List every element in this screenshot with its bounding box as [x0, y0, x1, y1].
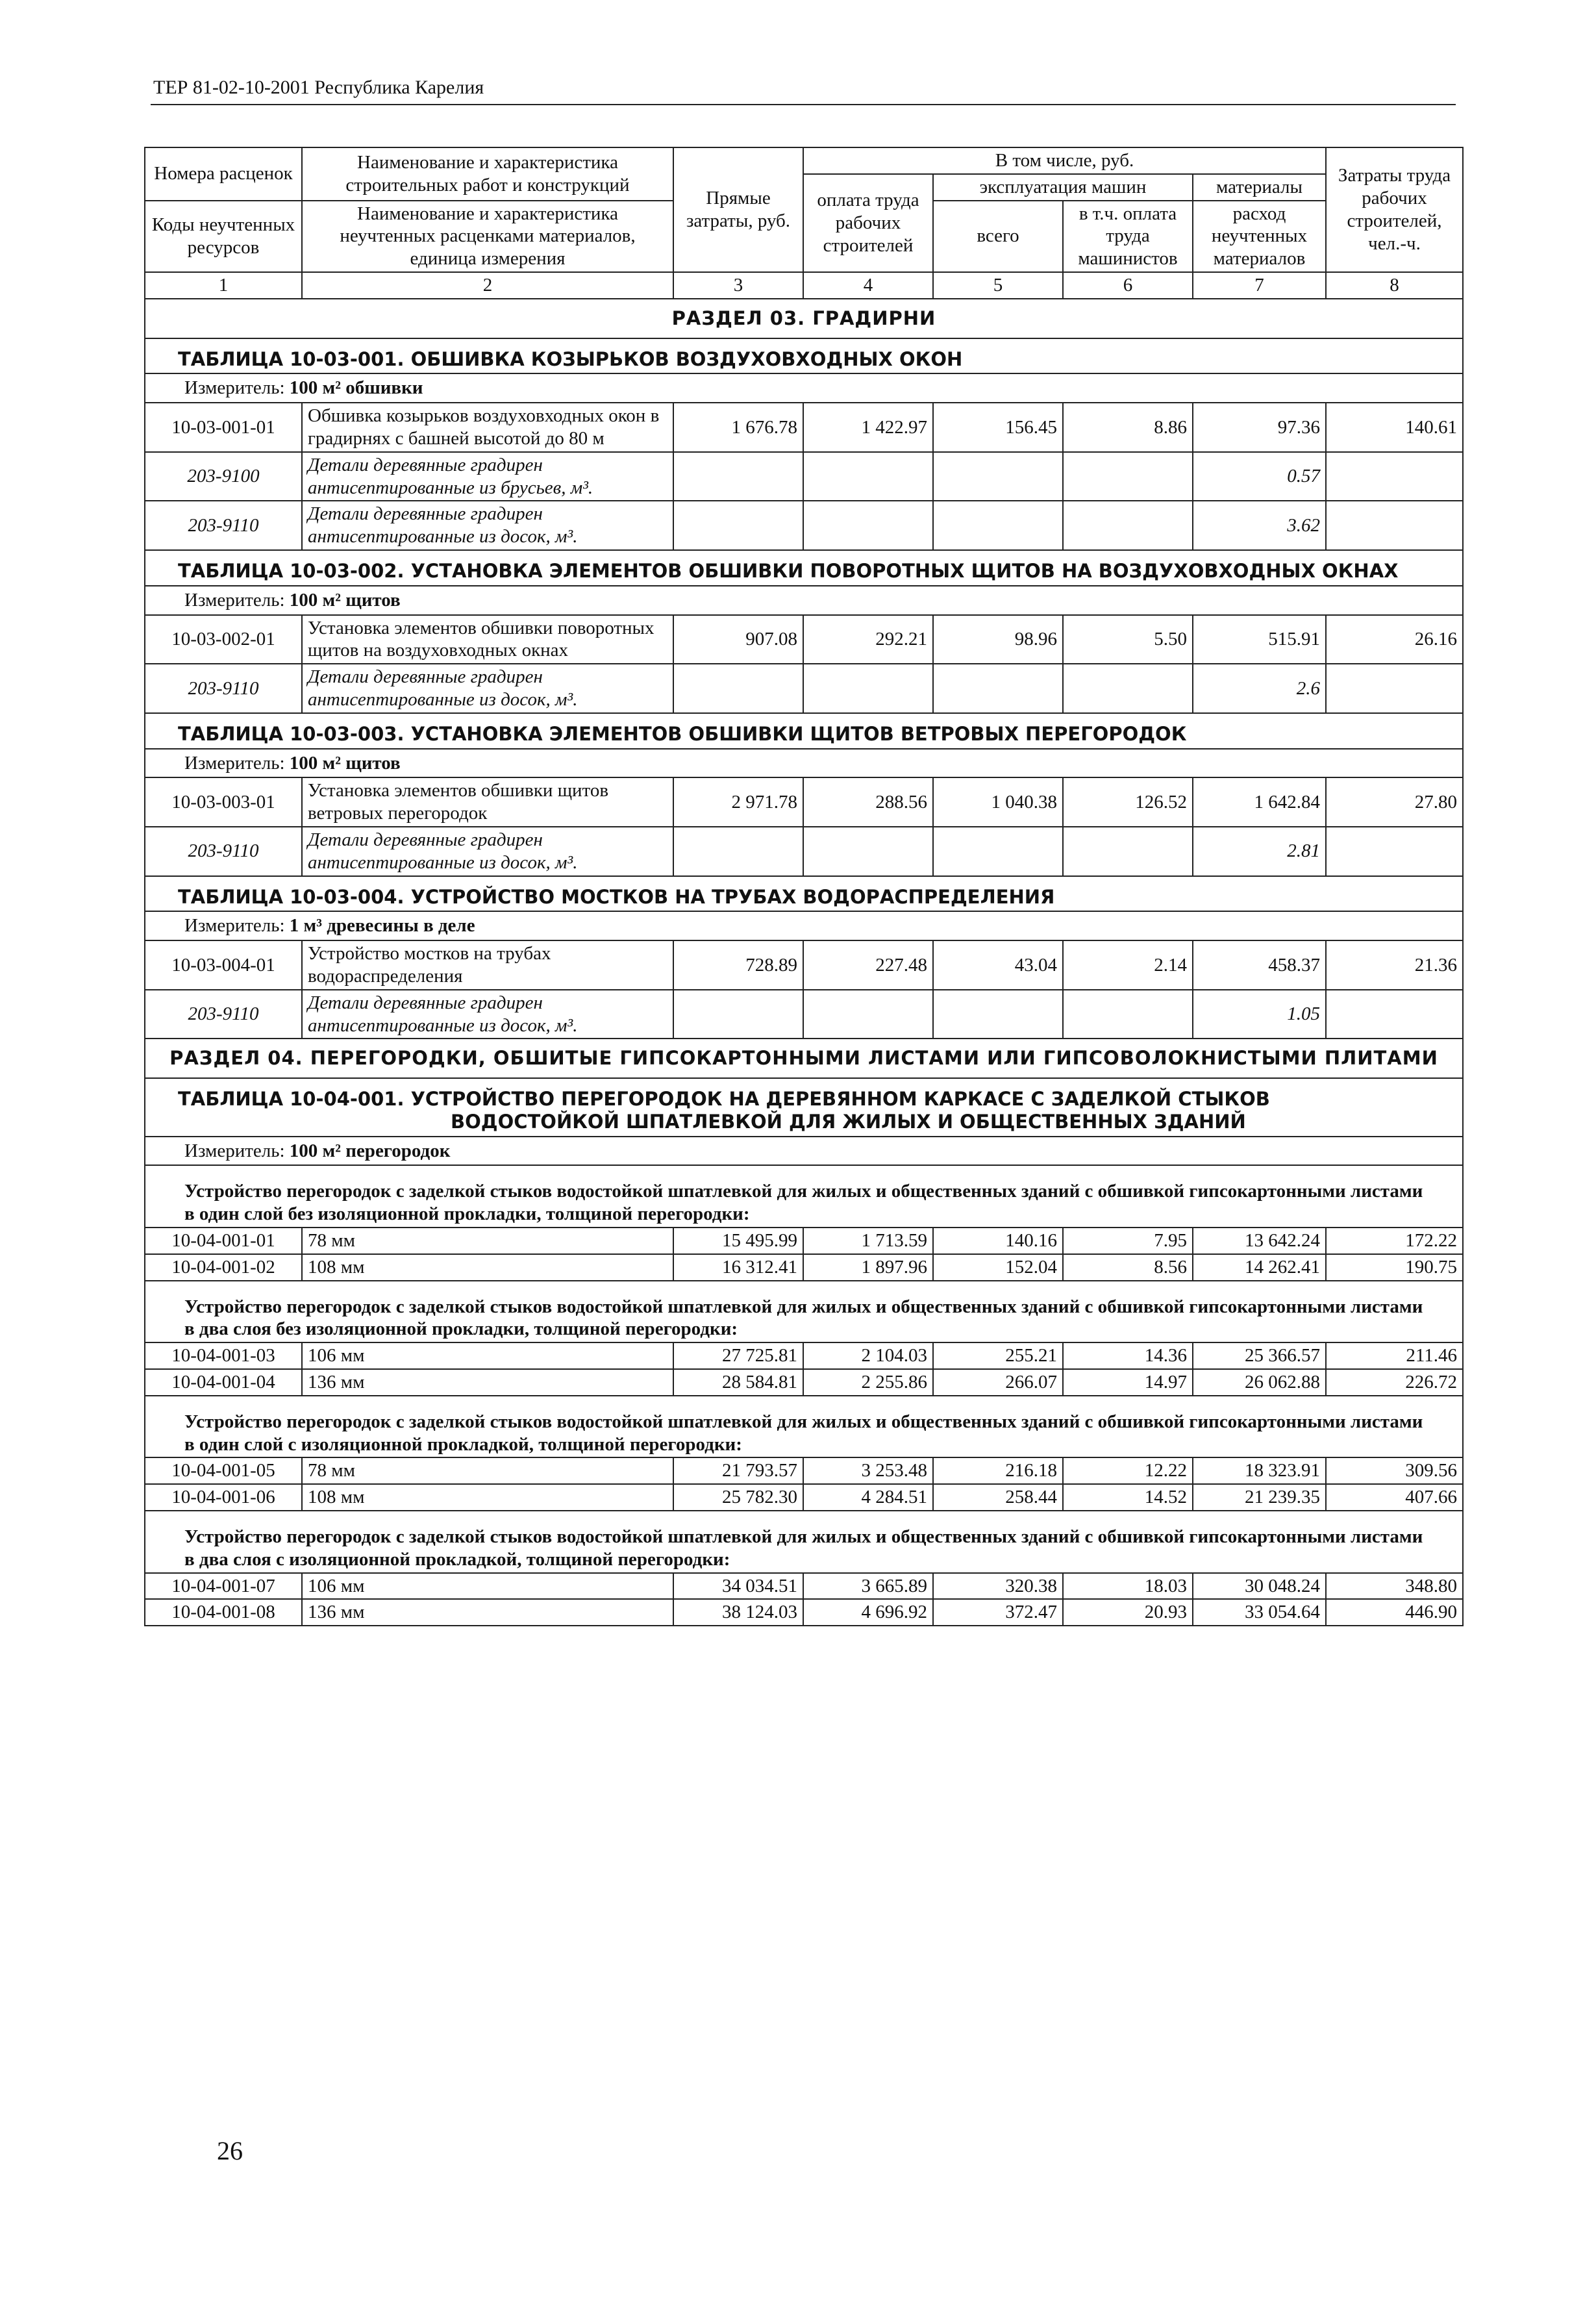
- rate-row: [145, 1484, 1463, 1511]
- resource-code: 203-9110: [145, 827, 302, 876]
- machines-total: 216.18: [933, 1457, 1063, 1484]
- rate-description: 136 мм: [302, 1599, 673, 1626]
- rate-code: 10-03-002-01: [145, 615, 302, 664]
- direct-costs: 728.89: [673, 940, 803, 990]
- header-machines-total: всего: [933, 201, 1063, 272]
- table-title: ТАБЛИЦА 10-04-001. УСТРОЙСТВО ПЕРЕГОРОДОК НА ДЕРЕВЯННОМ КАРКАСЕ С ЗАДЕЛКОЙ СТЫКОВ ВОДОСТОЙКОЙ ШПАТЛЕВКОЙ ДЛЯ ЖИЛЫХ И ОБЩЕСТВЕННЫХ ЗДАНИЙ: [145, 1078, 1463, 1137]
- materials: 515.91: [1193, 615, 1326, 664]
- table-title: ТАБЛИЦА 10-03-003. УСТАНОВКА ЭЛЕМЕНТОВ ОБШИВКИ ЩИТОВ ВЕТРОВЫХ ПЕРЕГОРОДОК: [145, 713, 1463, 749]
- document-header: ТЕР 81-02-10-2001 Республика Карелия: [153, 77, 484, 98]
- resource-code: 203-9100: [145, 452, 302, 501]
- rate-row: [145, 1342, 1463, 1369]
- resource-row: [145, 452, 1463, 501]
- group-heading: Устройство перегородок с заделкой стыков водостойкой шпатлевкой для жилых и общественных зданий с обшивкой гипсокартонными листами в один слой с изоляционной прокладкой, толщиной перегородки:: [145, 1396, 1463, 1458]
- resource-name: Детали деревянные градирен антисептированные из брусьев, м³.: [302, 452, 673, 501]
- operator-wages: 14.52: [1063, 1484, 1193, 1511]
- column-numbers-row: [145, 272, 1463, 299]
- direct-costs: 27 725.81: [673, 1342, 803, 1369]
- machines-total: 255.21: [933, 1342, 1063, 1369]
- labor-costs: 26.16: [1326, 615, 1463, 664]
- group-heading: Устройство перегородок с заделкой стыков водостойкой шпатлевкой для жилых и общественных зданий с обшивкой гипсокартонными листами в два слоя с изоляционной прокладкой, толщиной перегородки:: [145, 1511, 1463, 1573]
- wages: 3 665.89: [803, 1573, 933, 1600]
- column-number: 4: [803, 272, 933, 299]
- group-heading: Устройство перегородок с заделкой стыков водостойкой шпатлевкой для жилых и общественных зданий с обшивкой гипсокартонными листами в один слой без изоляционной прокладки, толщиной перегородки:: [145, 1165, 1463, 1228]
- header-labor-costs: Затраты труда рабочих строителей, чел.-ч.: [1326, 147, 1463, 272]
- machines-total: 43.04: [933, 940, 1063, 990]
- rates-table: [144, 147, 1464, 1626]
- materials: 13 642.24: [1193, 1228, 1326, 1254]
- resource-row: [145, 990, 1463, 1039]
- resource-quantity: 1.05: [1193, 990, 1326, 1039]
- rate-code: 10-04-001-05: [145, 1457, 302, 1484]
- materials: 25 366.57: [1193, 1342, 1326, 1369]
- operator-wages: 18.03: [1063, 1573, 1193, 1600]
- rate-code: 10-04-001-04: [145, 1369, 302, 1396]
- wages: 288.56: [803, 777, 933, 827]
- resource-name: Детали деревянные градирен антисептированные из досок, м³.: [302, 827, 673, 876]
- rate-description: Установка элементов обшивки щитов ветровых перегородок: [302, 777, 673, 827]
- direct-costs: 38 124.03: [673, 1599, 803, 1626]
- materials: 18 323.91: [1193, 1457, 1326, 1484]
- direct-costs: 28 584.81: [673, 1369, 803, 1396]
- header-resource-codes: Коды неучтенных ресурсов: [145, 201, 302, 272]
- rate-code: 10-03-003-01: [145, 777, 302, 827]
- machines-total: 266.07: [933, 1369, 1063, 1396]
- direct-costs: 1 676.78: [673, 403, 803, 452]
- direct-costs: 907.08: [673, 615, 803, 664]
- labor-costs: 211.46: [1326, 1342, 1463, 1369]
- column-number: 6: [1063, 272, 1193, 299]
- labor-costs: 446.90: [1326, 1599, 1463, 1626]
- rate-description: 108 мм: [302, 1484, 673, 1511]
- rate-code: 10-03-001-01: [145, 403, 302, 452]
- rate-code: 10-04-001-08: [145, 1599, 302, 1626]
- header-operator-wages: в т.ч. оплата труда машинистов: [1063, 201, 1193, 272]
- measure-unit: Измеритель: 100 м² обшивки: [145, 373, 1463, 403]
- operator-wages: 5.50: [1063, 615, 1193, 664]
- rate-description: 78 мм: [302, 1228, 673, 1254]
- header-including: В том числе, руб.: [803, 147, 1326, 174]
- wages: 1 897.96: [803, 1254, 933, 1281]
- wages: 2 255.86: [803, 1369, 933, 1396]
- resource-row: [145, 827, 1463, 876]
- rate-code: 10-04-001-01: [145, 1228, 302, 1254]
- rate-code: 10-04-001-07: [145, 1573, 302, 1600]
- header-work-name: Наименование и характеристика строительных работ и конструкций: [302, 147, 673, 201]
- labor-costs: 407.66: [1326, 1484, 1463, 1511]
- header-material-name: Наименование и характеристика неучтенных расценками материалов, единица измерения: [302, 201, 673, 272]
- group-heading: Устройство перегородок с заделкой стыков водостойкой шпатлевкой для жилых и общественных зданий с обшивкой гипсокартонными листами в два слоя без изоляционной прокладки, толщиной перегородки:: [145, 1281, 1463, 1343]
- column-number: 8: [1326, 272, 1463, 299]
- machines-total: 320.38: [933, 1573, 1063, 1600]
- materials: 33 054.64: [1193, 1599, 1326, 1626]
- resource-code: 203-9110: [145, 664, 302, 713]
- page-number: 26: [217, 2136, 243, 2165]
- resource-quantity: 2.81: [1193, 827, 1326, 876]
- wages: 1 713.59: [803, 1228, 933, 1254]
- direct-costs: 16 312.41: [673, 1254, 803, 1281]
- direct-costs: 2 971.78: [673, 777, 803, 827]
- labor-costs: 140.61: [1326, 403, 1463, 452]
- section-heading: РАЗДЕЛ 04. ПЕРЕГОРОДКИ, ОБШИТЫЕ ГИПСОКАРТОННЫМИ ЛИСТАМИ ИЛИ ГИПСОВОЛОКНИСТЫМИ ПЛИТАМИ: [145, 1039, 1463, 1078]
- materials: 1 642.84: [1193, 777, 1326, 827]
- operator-wages: 7.95: [1063, 1228, 1193, 1254]
- wages: 2 104.03: [803, 1342, 933, 1369]
- rate-row: [145, 1599, 1463, 1626]
- materials: 97.36: [1193, 403, 1326, 452]
- resource-row: [145, 664, 1463, 713]
- wages: 4 284.51: [803, 1484, 933, 1511]
- table-title: ТАБЛИЦА 10-03-004. УСТРОЙСТВО МОСТКОВ НА ТРУБАХ ВОДОРАСПРЕДЕЛЕНИЯ: [145, 876, 1463, 912]
- resource-code: 203-9110: [145, 501, 302, 550]
- wages: 1 422.97: [803, 403, 933, 452]
- rate-description: 136 мм: [302, 1369, 673, 1396]
- header-wages: оплата труда рабочих строителей: [803, 174, 933, 272]
- labor-costs: 172.22: [1326, 1228, 1463, 1254]
- labor-costs: 190.75: [1326, 1254, 1463, 1281]
- operator-wages: 2.14: [1063, 940, 1193, 990]
- operator-wages: 14.97: [1063, 1369, 1193, 1396]
- header-rule: [151, 104, 1456, 105]
- machines-total: 258.44: [933, 1484, 1063, 1511]
- rate-description: Устройство мостков на трубах водораспределения: [302, 940, 673, 990]
- rate-description: 108 мм: [302, 1254, 673, 1281]
- resource-quantity: 3.62: [1193, 501, 1326, 550]
- machines-total: 98.96: [933, 615, 1063, 664]
- column-number: 1: [145, 272, 302, 299]
- resource-name: Детали деревянные градирен антисептированные из досок, м³.: [302, 990, 673, 1039]
- operator-wages: 8.86: [1063, 403, 1193, 452]
- wages: 292.21: [803, 615, 933, 664]
- table-title: ТАБЛИЦА 10-03-002. УСТАНОВКА ЭЛЕМЕНТОВ ОБШИВКИ ПОВОРОТНЫХ ЩИТОВ НА ВОЗДУХОВХОДНЫХ ОКНАХ: [145, 550, 1463, 586]
- rate-description: 106 мм: [302, 1573, 673, 1600]
- rate-code: 10-04-001-02: [145, 1254, 302, 1281]
- machines-total: 1 040.38: [933, 777, 1063, 827]
- resource-quantity: 0.57: [1193, 452, 1326, 501]
- resource-quantity: 2.6: [1193, 664, 1326, 713]
- resource-row: [145, 501, 1463, 550]
- rate-description: 78 мм: [302, 1457, 673, 1484]
- table-header-row: [145, 147, 1463, 174]
- measure-unit: Измеритель: 1 м³ древесины в деле: [145, 911, 1463, 940]
- column-number: 2: [302, 272, 673, 299]
- wages: 4 696.92: [803, 1599, 933, 1626]
- rate-description: Установка элементов обшивки поворотных щитов на воздуховходных окнах: [302, 615, 673, 664]
- labor-costs: 27.80: [1326, 777, 1463, 827]
- rate-description: 106 мм: [302, 1342, 673, 1369]
- machines-total: 140.16: [933, 1228, 1063, 1254]
- rate-code: 10-04-001-03: [145, 1342, 302, 1369]
- direct-costs: 15 495.99: [673, 1228, 803, 1254]
- rate-row: [145, 403, 1463, 452]
- materials: 21 239.35: [1193, 1484, 1326, 1511]
- materials: 458.37: [1193, 940, 1326, 990]
- operator-wages: 12.22: [1063, 1457, 1193, 1484]
- labor-costs: 348.80: [1326, 1573, 1463, 1600]
- machines-total: 152.04: [933, 1254, 1063, 1281]
- header-direct-costs: Прямые затраты, руб.: [673, 147, 803, 272]
- operator-wages: 20.93: [1063, 1599, 1193, 1626]
- measure-unit: Измеритель: 100 м² щитов: [145, 749, 1463, 778]
- measure-unit: Измеритель: 100 м² щитов: [145, 586, 1463, 615]
- operator-wages: 8.56: [1063, 1254, 1193, 1281]
- rate-code: 10-04-001-06: [145, 1484, 302, 1511]
- rate-code: 10-03-004-01: [145, 940, 302, 990]
- wages: 227.48: [803, 940, 933, 990]
- materials: 26 062.88: [1193, 1369, 1326, 1396]
- machines-total: 372.47: [933, 1599, 1063, 1626]
- resource-code: 203-9110: [145, 990, 302, 1039]
- direct-costs: 21 793.57: [673, 1457, 803, 1484]
- rate-row: [145, 1457, 1463, 1484]
- rate-description: Обшивка козырьков воздуховходных окон в градирнях с башней высотой до 80 м: [302, 403, 673, 452]
- rate-row: [145, 1228, 1463, 1254]
- materials: 14 262.41: [1193, 1254, 1326, 1281]
- labor-costs: 21.36: [1326, 940, 1463, 990]
- measure-unit: Измеритель: 100 м² перегородок: [145, 1137, 1463, 1166]
- direct-costs: 34 034.51: [673, 1573, 803, 1600]
- rate-row: [145, 615, 1463, 664]
- resource-name: Детали деревянные градирен антисептированные из досок, м³.: [302, 501, 673, 550]
- machines-total: 156.45: [933, 403, 1063, 452]
- header-rate-numbers: Номера расценок: [145, 147, 302, 201]
- direct-costs: 25 782.30: [673, 1484, 803, 1511]
- materials: 30 048.24: [1193, 1573, 1326, 1600]
- column-number: 7: [1193, 272, 1326, 299]
- column-number: 5: [933, 272, 1063, 299]
- rate-row: [145, 1369, 1463, 1396]
- rate-row: [145, 1254, 1463, 1281]
- column-number: 3: [673, 272, 803, 299]
- rate-row: [145, 777, 1463, 827]
- rate-row: [145, 940, 1463, 990]
- wages: 3 253.48: [803, 1457, 933, 1484]
- table-title: ТАБЛИЦА 10-03-001. ОБШИВКА КОЗЫРЬКОВ ВОЗДУХОВХОДНЫХ ОКОН: [145, 338, 1463, 374]
- header-materials: материалы: [1193, 174, 1326, 201]
- section-heading: РАЗДЕЛ 03. ГРАДИРНИ: [145, 299, 1463, 338]
- operator-wages: 126.52: [1063, 777, 1193, 827]
- header-material-consumption: расход неучтенных материалов: [1193, 201, 1326, 272]
- rate-row: [145, 1573, 1463, 1600]
- labor-costs: 309.56: [1326, 1457, 1463, 1484]
- resource-name: Детали деревянные градирен антисептированные из досок, м³.: [302, 664, 673, 713]
- header-machines: эксплуатация машин: [933, 174, 1193, 201]
- labor-costs: 226.72: [1326, 1369, 1463, 1396]
- operator-wages: 14.36: [1063, 1342, 1193, 1369]
